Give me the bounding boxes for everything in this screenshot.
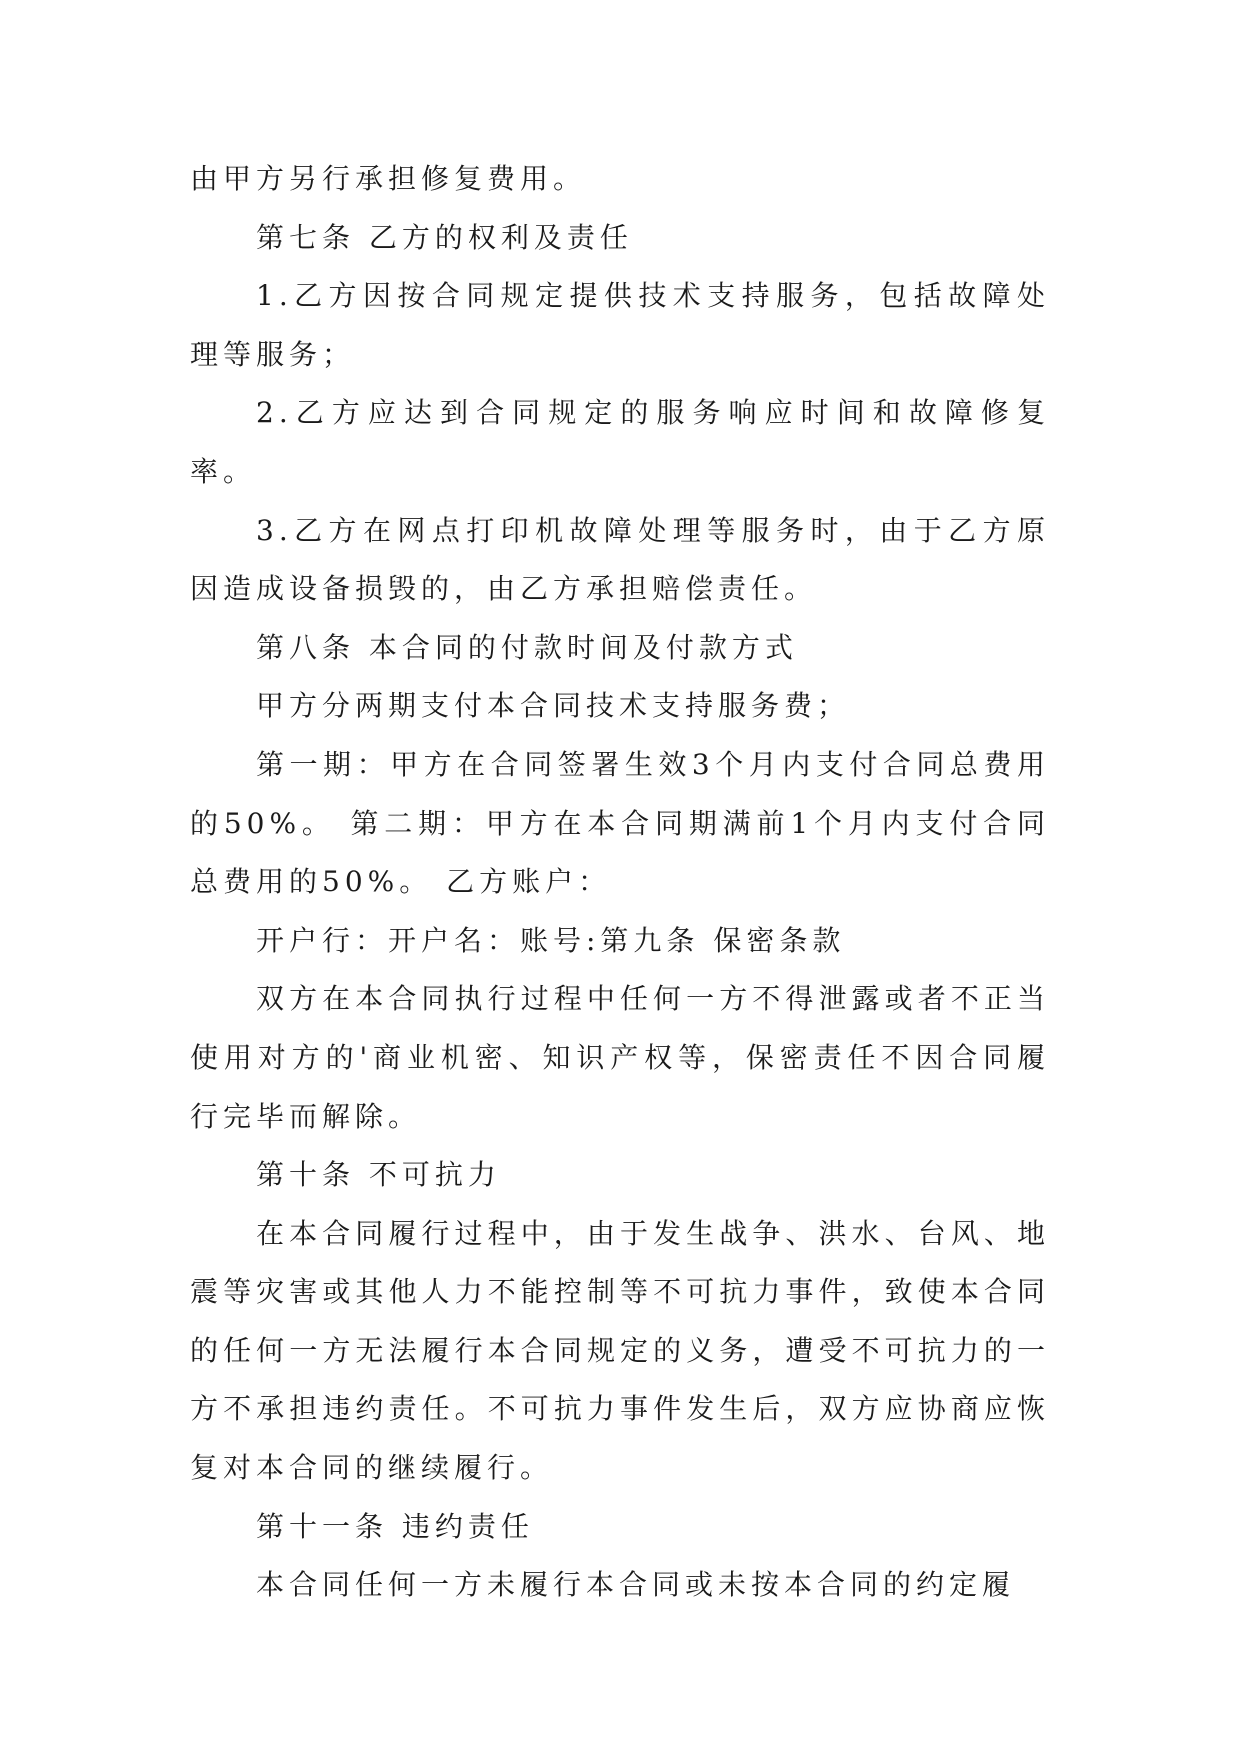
article-7-clause-3: 3.乙方在网点打印机故障处理等服务时，由于乙方原因造成设备损毁的，由乙方承担赔偿责任。: [190, 513, 1050, 606]
article-11-breach: 本合同任何一方未履行本合同或未按本合同的约定履: [256, 1568, 1016, 1602]
article-11-heading: 第十一条 违约责任: [256, 1509, 534, 1543]
paragraph-continuation: 由甲方另行承担修复费用。: [190, 162, 587, 195]
article-8-payment-terms: 甲方分两期支付本合同技术支持服务费；: [256, 689, 851, 723]
article-10-heading: 第十条 不可抗力: [256, 1158, 501, 1192]
article-9-confidentiality: 双方在本合同执行过程中任何一方不得泄露或者不正当使用对方的'商业机密、知识产权等，保密责任不因合同履行完毕而解除。: [190, 982, 1050, 1133]
article-7-clause-1: 1.乙方因按合同规定提供技术支持服务，包括故障处理等服务；: [190, 279, 1050, 371]
article-8-installments: 第一期：甲方在合同签署生效3个月内支付合同总费用的50%。 第二期：甲方在本合同期满前1个月内支付合同总费用的50%。 乙方账户：: [190, 747, 1050, 899]
document-page: [190, 150, 1050, 1615]
article-8-heading: 第八条 本合同的付款时间及付款方式: [256, 630, 798, 664]
article-7-heading: 第七条 乙方的权利及责任: [256, 220, 633, 254]
article-7-clause-2: 2.乙方应达到合同规定的服务响应时间和故障修复率。: [190, 396, 1050, 488]
account-info-article-9-heading: 开户行：开户名：账号:第九条 保密条款: [256, 923, 846, 957]
article-10-force-majeure: 在本合同履行过程中，由于发生战争、洪水、台风、地震等灾害或其他人力不能控制等不可抗力事件，致使本合同的任何一方无法履行本合同规定的义务，遭受不可抗力的一方不承担违约责任。不可抗力事件发生后，双方应协商应恢复对本合同的继续履行。: [190, 1216, 1050, 1485]
